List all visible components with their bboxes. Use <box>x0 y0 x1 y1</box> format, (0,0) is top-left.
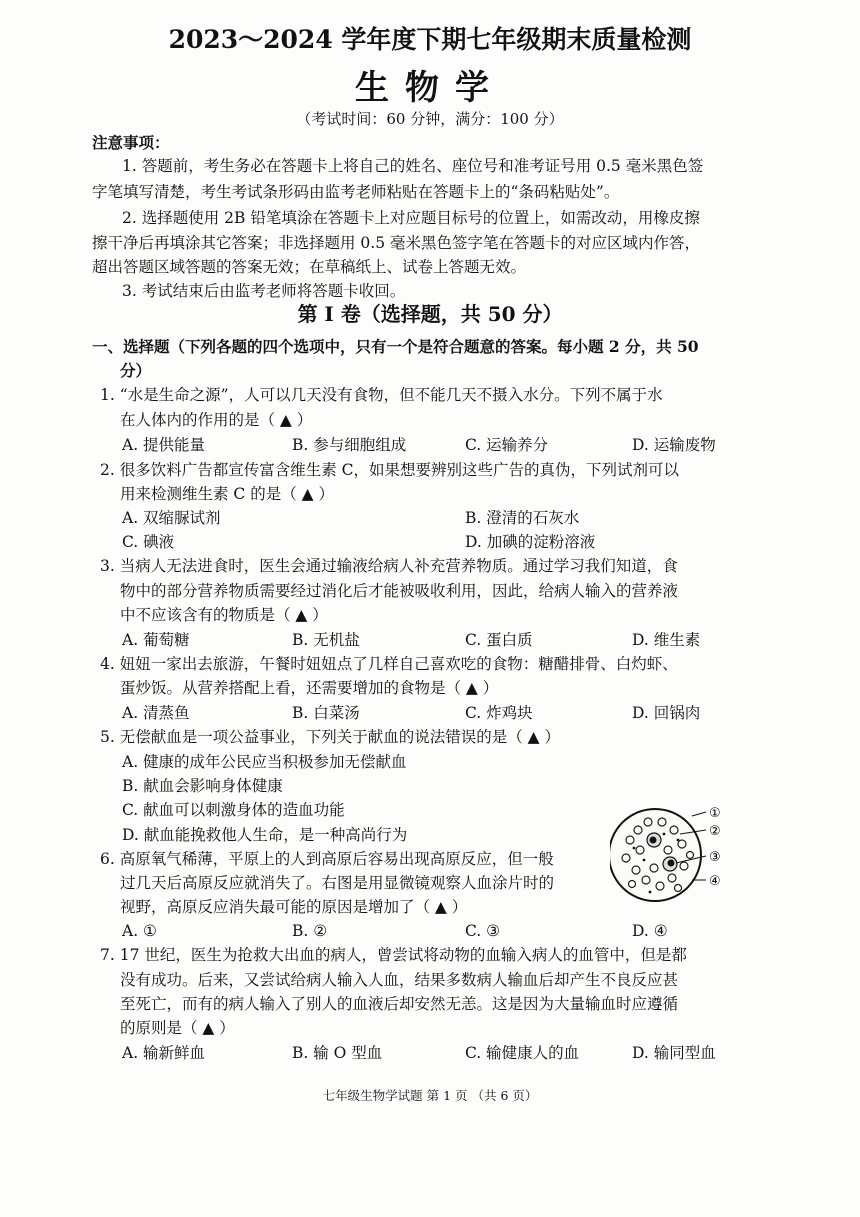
section-instructions: 一、选择题（下列各题的四个选项中，只有一个是符合题意的答案。每小题 2 分，共 50 <box>92 337 699 356</box>
question-2-stem: 2. 很多饮料广告都宣传富含维生素 C，如果想要辨别这些广告的真伪，下列试剂可以 <box>100 461 680 479</box>
q1-option-a: A. 提供能量 <box>122 436 206 454</box>
figure-label-2: ② <box>709 824 721 839</box>
note-line: 字笔填写清楚，考生考试条形码由监考老师粘贴在答题卡上的“条码粘贴处”。 <box>92 183 620 201</box>
q2-option-b: B. 澄清的石灰水 <box>465 509 580 527</box>
q4-option-b: B. 白菜汤 <box>292 704 360 722</box>
question-7-stem: 至死亡，而有的病人输入了别人的血液后却安然无恙。这是因为大量输血时应遵循 <box>120 995 679 1013</box>
q5-option-a: A. 健康的成年公民应当积极参加无偿献血 <box>122 753 407 771</box>
q7-option-d: D. 输同型血 <box>632 1044 716 1062</box>
note-line: 2. 选择题使用 2B 铅笔填涂在答题卡上对应题目标号的位置上，如需改动，用橡皮擦 <box>122 209 700 227</box>
exam-title: 2023～2024 学年度下期七年级期末质量检测 <box>168 25 692 54</box>
note-line: 1. 答题前，考生务必在答题卡上将自己的姓名、座位号和准考证号用 0.5 毫米黑色签 <box>122 157 704 175</box>
q3-option-d: D. 维生素 <box>632 631 701 649</box>
question-2-stem: 用来检测维生素 C 的是（ ▲ ） <box>120 485 334 503</box>
q6-option-a: A. ① <box>122 922 157 940</box>
q5-option-c: C. 献血可以刺激身体的造血功能 <box>122 801 345 819</box>
question-3-stem: 物中的部分营养物质需要经过消化后才能被吸收利用，因此，给病人输入的营养液 <box>120 582 679 600</box>
question-6-stem: 视野，高原反应消失最可能的原因是增加了（ ▲ ） <box>120 898 468 916</box>
question-7-stem: 的原则是（ ▲ ） <box>120 1019 235 1037</box>
notes-heading: 注意事项： <box>92 133 170 152</box>
q1-option-b: B. 参与细胞组成 <box>292 436 407 454</box>
q4-option-c: C. 炸鸡块 <box>465 704 533 722</box>
q7-option-a: A. 输新鲜血 <box>122 1044 206 1062</box>
page-footer: 七年级生物学试题 第 1 页 （共 6 页） <box>322 1088 538 1103</box>
q5-option-d: D. 献血能挽救他人生命，是一种高尚行为 <box>122 826 408 844</box>
question-7-stem: 没有成功。后来，又尝试给病人输入人血，结果多数病人输血后却产生不良反应甚 <box>120 971 679 989</box>
q6-option-d: D. ④ <box>632 922 668 940</box>
note-line: 3. 考试结束后由监考老师将答题卡收回。 <box>122 282 406 300</box>
question-4-stem: 蛋炒饭。从营养搭配上看，还需要增加的食物是（ ▲ ） <box>120 679 499 697</box>
q7-option-c: C. 输健康人的血 <box>465 1044 580 1062</box>
question-1-stem: 在人体内的作用的是（ ▲ ） <box>120 411 313 429</box>
figure-label-3: ③ <box>709 850 721 865</box>
q6-option-b: B. ② <box>292 922 328 940</box>
q2-option-d: D. 加碘的淀粉溶液 <box>465 533 596 551</box>
question-3-stem: 中不应该含有的物质是（ ▲ ） <box>120 606 328 624</box>
question-6-stem: 6. 高原氧气稀薄，平原上的人到高原后容易出现高原反应，但一般 <box>100 850 554 868</box>
question-6-stem: 过几天后高原反应就消失了。右图是用显微镜观察人血涂片时的 <box>120 874 555 892</box>
question-1-stem: 1. “水是生命之源”，人可以几天没有食物，但不能几天不摄入水分。下列不属于水 <box>100 386 663 404</box>
q3-option-b: B. 无机盐 <box>292 631 360 649</box>
q6-option-c: C. ③ <box>465 922 501 940</box>
q7-option-b: B. 输 O 型血 <box>292 1044 383 1062</box>
figure-label-4: ④ <box>709 874 721 889</box>
question-7-stem: 7. 17 世纪，医生为抢救大出血的病人，曾尝试将动物的血输入病人的血管中，但是都 <box>100 946 687 964</box>
q1-option-d: D. 运输废物 <box>632 436 716 454</box>
section-instructions-cont: 分） <box>120 361 152 380</box>
q4-option-a: A. 清蒸鱼 <box>122 704 190 722</box>
q5-option-b: B. 献血会影响身体健康 <box>122 777 283 795</box>
figure-label-1: ① <box>709 806 721 821</box>
question-4-stem: 4. 妞妞一家出去旅游，午餐时妞妞点了几样自己喜欢吃的食物：糖醋排骨、白灼虾、 <box>100 655 678 673</box>
q2-option-a: A. 双缩脲试剂 <box>122 509 221 527</box>
q3-option-c: C. 蛋白质 <box>465 631 533 649</box>
section-title: 第 I 卷（选择题，共 50 分） <box>297 302 563 326</box>
blood-smear-figure <box>610 800 730 910</box>
q2-option-c: C. 碘液 <box>122 533 175 551</box>
q1-option-c: C. 运输养分 <box>465 436 549 454</box>
note-line: 超出答题区域答题的答案无效；在草稿纸上、试卷上答题无效。 <box>92 258 527 276</box>
question-5-stem: 5. 无偿献血是一项公益事业，下列关于献血的说法错误的是（ ▲ ） <box>100 728 560 746</box>
subject-title: 生物学 <box>355 68 505 108</box>
question-3-stem: 3. 当病人无法进食时，医生会通过输液给病人补充营养物质。通过学习我们知道，食 <box>100 557 678 575</box>
q3-option-a: A. 葡萄糖 <box>122 631 190 649</box>
exam-meta: （考试时间：60 分钟，满分：100 分） <box>296 110 564 128</box>
note-line: 擦干净后再填涂其它答案；非选择题用 0.5 毫米黑色签字笔在答题卡的对应区域内作答， <box>92 234 701 252</box>
q4-option-d: D. 回锅肉 <box>632 704 701 722</box>
